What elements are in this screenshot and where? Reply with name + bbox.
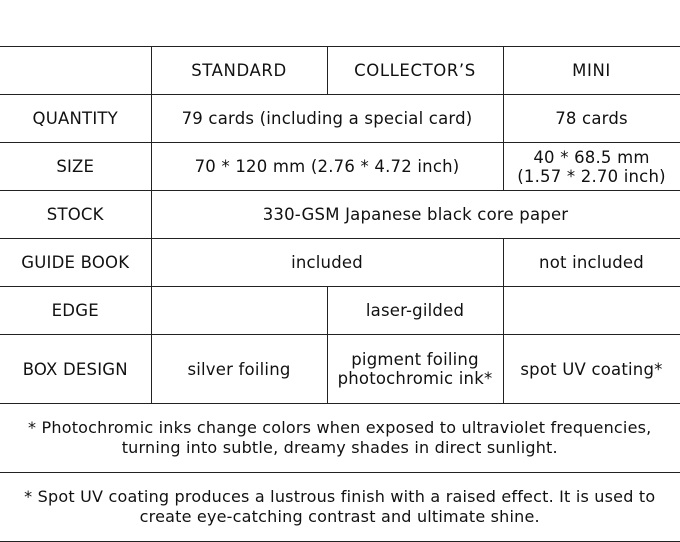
table-row-guide-book	[0, 239, 680, 287]
note-spot-uv	[0, 473, 680, 542]
quantity-mini: 78 cards	[503, 95, 680, 143]
table-row-edge	[0, 287, 680, 335]
edge-mini	[503, 287, 680, 335]
row-label-size: SIZE	[0, 143, 151, 191]
edge-standard	[151, 287, 327, 335]
row-label-box-design: BOX DESIGN	[0, 335, 151, 404]
column-header-mini: MINI	[503, 47, 680, 95]
quantity-standard-collectors: 79 cards (including a special card)	[151, 95, 503, 143]
note-photochromic	[0, 404, 680, 473]
guide-book-standard-collectors: included	[151, 239, 503, 287]
note-row-spot-uv	[0, 473, 680, 542]
stock-all: 330-GSM Japanese black core paper	[151, 191, 680, 239]
row-label-guide-book: GUIDE BOOK	[0, 239, 151, 287]
edge-collectors: laser-gilded	[327, 287, 503, 335]
column-header-collectors: COLLECTOR’S	[327, 47, 503, 95]
box-design-collectors-line2: photochromic ink*	[337, 369, 493, 388]
size-mini-line1: 40 * 68.5 mm	[533, 147, 650, 167]
row-label-quantity: QUANTITY	[0, 95, 151, 143]
box-design-collectors-line1: pigment foiling	[351, 350, 479, 369]
column-header-standard: STANDARD	[151, 47, 327, 95]
size-standard-collectors: 70 * 120 mm (2.76 * 4.72 inch)	[151, 143, 503, 191]
table-row-stock	[0, 191, 680, 239]
table-row-quantity	[0, 95, 680, 143]
note-row-photochromic	[0, 404, 680, 473]
box-design-mini: spot UV coating*	[503, 335, 680, 404]
table-row-size	[0, 143, 680, 191]
table-row-box-design	[0, 335, 680, 404]
size-mini-line2: (1.57 * 2.70 inch)	[517, 166, 666, 186]
box-design-standard: silver foiling	[151, 335, 327, 404]
guide-book-mini: not included	[503, 239, 680, 287]
size-mini	[503, 143, 680, 191]
spec-table	[0, 46, 680, 542]
note-photochromic-line2: turning into subtle, dreamy shades in direct sunlight.	[121, 438, 558, 457]
note-photochromic-line1: * Photochromic inks change colors when exposed to ultraviolet frequencies,	[28, 418, 652, 437]
note-spot-uv-line1: * Spot UV coating produces a lustrous finish with a raised effect. It is used to	[24, 487, 656, 506]
corner-cell	[0, 47, 151, 95]
box-design-collectors	[327, 335, 503, 404]
note-spot-uv-line2: create eye-catching contrast and ultimate shine.	[139, 507, 540, 526]
header-row	[0, 47, 680, 95]
row-label-stock: STOCK	[0, 191, 151, 239]
row-label-edge: EDGE	[0, 287, 151, 335]
